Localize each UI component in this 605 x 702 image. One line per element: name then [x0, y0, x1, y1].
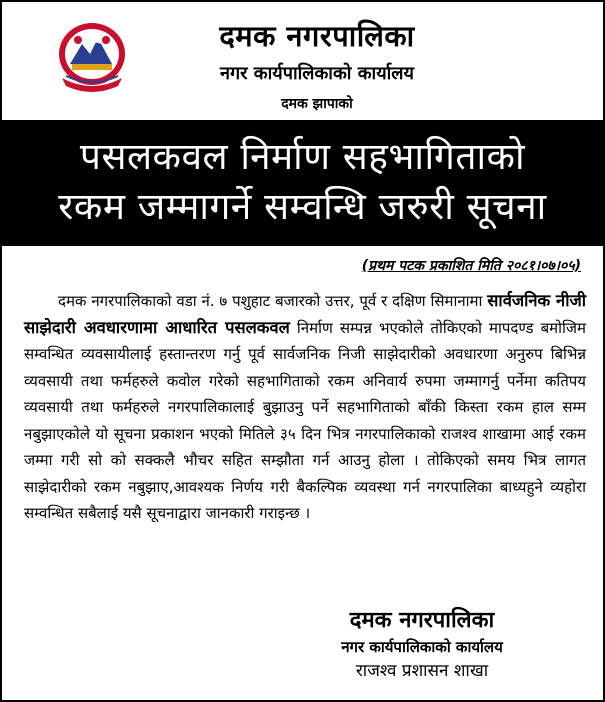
title-banner — [2, 120, 603, 246]
body-highlight: सार्वजनिक नीजी साझेदारी अवधारणामा आधारित पसलकवल — [24, 291, 587, 337]
header-office-name: नगर कार्यपालिकाको कार्यालय — [220, 63, 414, 84]
signature-branch: राजश्व प्रशासन शाखा — [355, 661, 489, 681]
publish-date: (प्रथम पटक प्रकाशित मिति २०८१।०७।०५) — [361, 258, 581, 274]
signature-org-name: दमक नगरपालिका — [349, 608, 495, 633]
title-line-1: पसलकवल निर्माण सहभागिताको — [79, 135, 526, 178]
body-text-part1: दमक नगरपालिकाको वडा नं. ७ पशुहाट बजारको उत्तर, पूर्व र दक्षिण सिमानामा — [58, 292, 488, 310]
signature-office-name: नगर कार्यपालिकाको कार्यालय — [341, 638, 503, 656]
header-location: दमक झापाको — [281, 96, 353, 112]
notice-body — [24, 288, 586, 527]
nepal-emblem-icon — [54, 20, 130, 92]
signature-block — [272, 606, 572, 684]
body-text-part2: निर्माण सम्पन्न भएकोले तोकिएको मापदण्ड बमोजिम सम्वन्धित व्यवसायीलाई हस्तान्तरण गर्नु पूर्व सार्वजनिक निजी साझेदारीको अवधारणा अनुरुप बिभिन्न व्यवसायी तथा फर्महरुले कवोल गरेको सहभागिताको रकम अनिवार्य रुपमा जम्मागर्नु पर्नेमा कतिपय व्यवसायी तथा फर्महरुले नगरपालिकालाई बुझाउनु पर्ने सहभागिताको बाँकी किस्ता रकम हाल सम्म नबुझाएकोले यो सूचना प्रकाशन भएको मितिले ३५ दिन भित्र नगरपालिकाको राजश्व शाखामा आई रकम जम्मा गरी सो को सक्कलै भौचर सहित सम्झौता गर्न आउनु होला । तोकिएको समय भित्र लागत साझेदारीको रकम नबुझाए,आवश्यक निर्णय गरी बैकल्पिक व्यवस्था गर्न नगरपालिका बाध्यहुने व्यहोरा सम्वन्धित सबैलाई यसै सूचनाद्वारा जानकारी गराइन्छ । — [24, 318, 586, 522]
header-org-name: दमक नगरपालिका — [219, 19, 415, 53]
title-line-2: रकम जम्मागर्ने सम्वन्धि जरुरी सूचना — [58, 185, 547, 228]
